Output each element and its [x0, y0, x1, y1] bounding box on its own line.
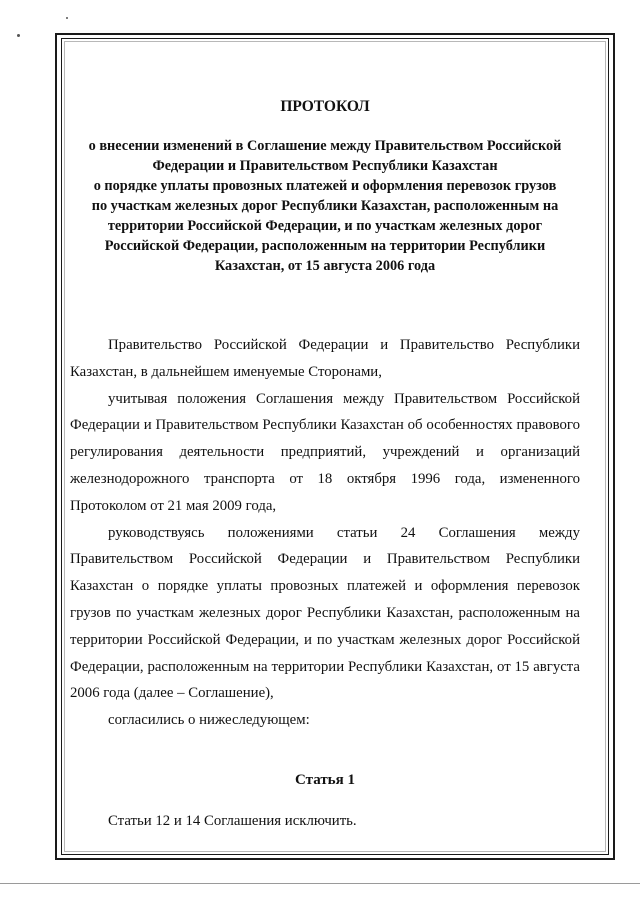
paragraph-agreed: согласились о нижеследующем: [108, 712, 310, 729]
document-title: ПРОТОКОЛ [280, 98, 370, 115]
scan-bottom-edge [0, 883, 640, 884]
subtitle-line: о порядке уплаты провозных платежей и оформления перевозок грузов [93, 178, 557, 194]
document-body [70, 98, 580, 835]
subtitle-line: территории Российской Федерации, и по участкам железных дорог [107, 218, 543, 234]
scan-speck-left [17, 34, 20, 37]
paragraph-considering: учитывая положения Соглашения между Правительством Российской Федерации и Правительством Республики Казахстан об особенностях правового регулирования деятельности предприятий, учреждений и организаций железнодорожного транспорта от 18 октября 1996 года, измененного Протоколом от 21 мая 2009 года, [70, 390, 580, 514]
subtitle-line: о внесении изменений в Соглашение между Правительством Российской [88, 138, 562, 154]
scan-speck-top [66, 17, 68, 19]
subtitle-line: Казахстан, от 15 августа 2006 года [214, 258, 436, 274]
preamble [70, 332, 580, 835]
paragraph-guided-by: руководствуясь положениями статьи 24 Соглашения между Правительством Российской Федерации и Правительством Республики Казахстан о порядке уплаты провозных платежей и оформления перевозок грузов по участкам железных дорог Республики Казахстан, расположенным на территории Российской Федерации, и по участкам железных дорог Российской Федерации, расположенным на территории Республики Казахстан, от 15 августа 2006 года (далее – Соглашение), [70, 524, 580, 702]
article-text: Статьи 12 и 14 Соглашения исключить. [108, 812, 357, 829]
subtitle-line: по участкам железных дорог Республики Казахстан, расположенным на [91, 198, 559, 214]
article-heading: Статья 1 [295, 771, 355, 788]
subtitle-line: Федерации и Правительством Республики Казахстан [152, 158, 498, 174]
paragraph-parties: Правительство Российской Федерации и Правительство Республики Казахстан, в дальнейшем именуемые Сторонами, [70, 337, 580, 380]
document-subtitle [70, 136, 580, 276]
subtitle-line: Российской Федерации, расположенным на территории Республики [104, 238, 546, 254]
